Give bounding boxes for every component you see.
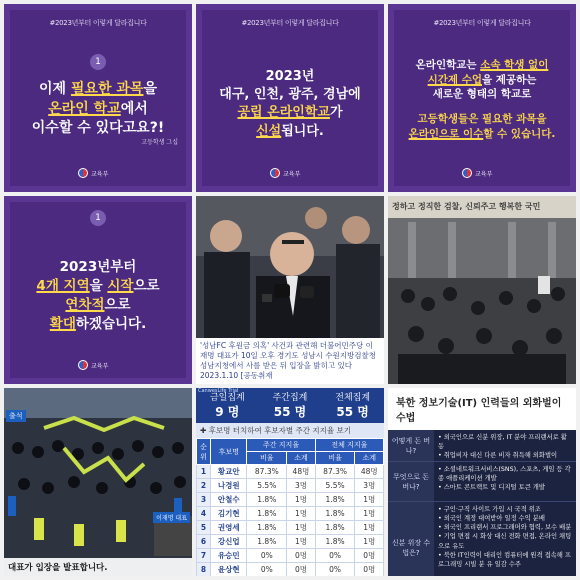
nk-row-1 <box>388 430 576 462</box>
rally-photo-tile[interactable] <box>4 388 192 576</box>
card-text: 온라인학교는 소속 학생 없이 시간제 수업을 제공하는 새로운 형태의 학교로 고등학생들은 필요한 과목을 온라인으로 이수할 수 있습니다. <box>408 59 556 140</box>
header-total-group: 전체 지지율 <box>315 439 383 452</box>
poll-subtitle: ✚ 후보명 터치하여 후보자별 주간 지지율 보기 <box>196 423 384 438</box>
table-row[interactable]: 4 김기현 1.8% 1명 1.8% 1명 <box>197 507 384 521</box>
nk-question: 무엇으로 돈 버나? <box>388 462 434 501</box>
nk-answer: • 구인·구직 사이트 가입 시 국적 위조 • 외국인 계정 대여받아 일정 수익 분배 • 외국인 프리랜서 프로그래머와 협력, 보수 배분 • 기업 면접 시 화상 대신 전화 면접, 온라인 채팅으로 유도 • 북한 IT인력이 대리인 컴퓨터에 원격 접속해 프로그래밍 시빌 분 유 일감 수주 <box>438 506 572 568</box>
sign-left: 출석 <box>6 410 26 422</box>
number-badge: 1 <box>90 54 106 70</box>
nk-question: 어떻게 돈 버나? <box>388 430 434 461</box>
header-total-pct: 비율 <box>315 452 355 465</box>
taegeuk-icon <box>78 168 88 178</box>
card-text: 2023년부터 4개 지역을 시작으로 연차적으로 확대하겠습니다. <box>36 259 160 332</box>
card-text: 이제 필요한 과목을 온라인 학교에서 이수할 수 있다고요?! <box>31 81 165 137</box>
nk-title: 북한 정보기술(IT) 인력들의 외화벌이 수법 <box>388 388 576 430</box>
sign-right: 이재명 대표 <box>153 512 190 523</box>
summary-total: 전체집계 55 명 <box>335 393 371 419</box>
nk-row-2 <box>388 462 576 502</box>
ministry-logo: 교육부 <box>78 168 118 178</box>
card-hashtag: #2023년부터 이렇게 달라집니다 <box>433 19 531 27</box>
press-photo-caption: '성남FC 후원금 의혹' 사건과 관련해 더불어민주당 이재명 대표가 10일 오후 경기도 성남시 수원지방검찰청 성남지청에서 사를 받은 뒤 입장을 밝히고 있다 2023.1.10 [공동취재 <box>196 338 384 385</box>
summary-week: 주간집계 55 명 <box>272 393 308 419</box>
card-tile-1[interactable] <box>4 4 192 192</box>
card-text: 2023년 대구, 인천, 광주, 경남에 공립 온라인학교가 신설됩니다. <box>219 69 361 139</box>
card-tile-3[interactable] <box>388 4 576 192</box>
table-row[interactable]: 3 안철수 1.8% 1명 1.8% 1명 <box>197 493 384 507</box>
courthouse-photo <box>388 196 576 384</box>
taegeuk-icon <box>78 360 88 370</box>
nk-answer: • 외국인으로 신분 위장, IT 분야 프리랜서로 활동 • 취업비자 대신 다른 비자 취득해 외화벌이 <box>438 434 567 460</box>
table-row[interactable]: 8 윤상현 0% 0명 0% 0명 <box>197 563 384 577</box>
poll-table <box>196 438 384 576</box>
rally-caption: 대표가 입장을 발표합니다. <box>4 558 192 576</box>
header-rank: 순위 <box>197 439 211 465</box>
poll-brand: CanwesLife Trial <box>198 388 239 394</box>
header-week-cnt: 소계 <box>287 452 316 465</box>
poll-summary-bar <box>196 388 384 423</box>
card-tile-2[interactable] <box>196 4 384 192</box>
courthouse-photo-tile[interactable] <box>388 196 576 384</box>
table-row[interactable]: 5 권영세 1.8% 1명 1.8% 1명 <box>197 521 384 535</box>
rally-photo <box>4 388 192 576</box>
table-row[interactable]: 7 유승민 0% 0명 0% 0명 <box>197 549 384 563</box>
summary-today: 금일집계 9 명 <box>209 393 245 419</box>
header-week-group: 주간 지지율 <box>247 439 315 452</box>
taegeuk-icon <box>462 168 472 178</box>
card-hashtag: #2023년부터 이렇게 달라집니다 <box>49 19 147 27</box>
ministry-logo: 교육부 <box>270 168 310 178</box>
table-row[interactable]: 1 황교안 87.3% 48명 87.3% 48명 <box>197 465 384 479</box>
press-photo-tile[interactable] <box>196 196 384 384</box>
header-total-cnt: 소계 <box>355 452 384 465</box>
taegeuk-icon <box>270 168 280 178</box>
header-week-pct: 비율 <box>247 452 287 465</box>
nk-row-3 <box>388 502 576 576</box>
number-badge: 1 <box>90 210 106 226</box>
nk-answer: • 소셜네트워크서비스(SNS), 스포츠, 게임 등 각종 애플리케이션 개발 • 스마트 콘트랙트 및 디지털 토큰 개발 <box>438 466 571 492</box>
building-banner: 정하고 정직한 검찰, 신뢰주고 행복한 국민 <box>392 202 541 211</box>
card-tile-4[interactable] <box>4 196 192 384</box>
table-row[interactable]: 2 나경원 5.5% 3명 5.5% 3명 <box>197 479 384 493</box>
poll-tile[interactable] <box>196 388 384 576</box>
ministry-logo: 교육부 <box>78 360 118 370</box>
table-row[interactable]: 6 강신업 1.8% 1명 1.8% 1명 <box>197 535 384 549</box>
nk-question: 신분 위장 수법은? <box>388 502 434 576</box>
card-hashtag: #2023년부터 이렇게 달라집니다 <box>241 19 339 27</box>
ministry-logo: 교육부 <box>462 168 502 178</box>
nk-info-tile[interactable] <box>388 388 576 576</box>
header-name: 후보명 <box>211 439 247 465</box>
card-credit: 고등학생 그십 <box>141 139 178 146</box>
